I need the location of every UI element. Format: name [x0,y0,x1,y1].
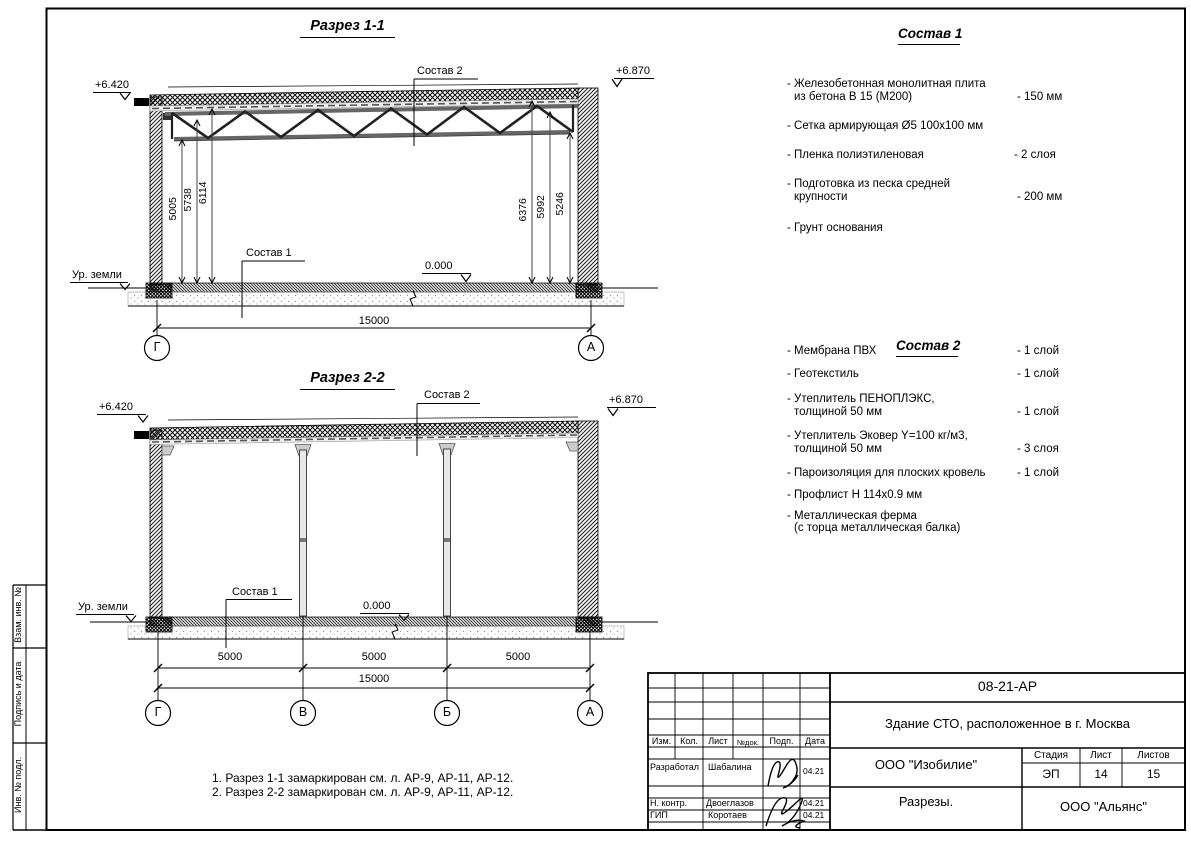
zero-level-s22: 0.000 [363,600,391,612]
sostav1-item3-value: - 2 слоя [1014,149,1056,161]
ground-level-label-s11: Ур. земли [72,269,122,281]
dim-total-s11: 15000 [358,315,390,327]
stamp-stage-label: Стадия [1033,750,1069,761]
stamp-sheets-label: Листов [1137,750,1170,761]
stamp-project-title: Здание СТО, расположенное в г. Москва [885,716,1130,731]
signature-marks [766,759,804,828]
stamp-org1: ООО "Изобилие" [874,757,978,772]
dim-5992: 5992 [535,195,548,219]
dim-5738: 5738 [182,188,195,212]
stamp-date-1: 04.21 [803,766,825,776]
sostav1-item4-line1: - Подготовка из песка средней [787,178,951,190]
stamp-name-3: Коротаев [708,810,747,820]
stamp-role-3: ГИП [650,810,668,820]
axis-bubble-a-s11: А [586,340,596,354]
sostav1-item2-line1: - Сетка армирующая Ø5 100x100 мм [787,120,984,132]
sostav1-title: Состав 1 [898,27,960,45]
note-line-2: 2. Разрез 2-2 замаркирован см. л. АР-9, АР-11, АР-12. [212,785,514,799]
axis-bubble-g-s11: Г [153,340,161,354]
sostav2-item2-line1: - Геотекстиль [787,368,859,380]
stamp-col-podp: Подп. [769,736,794,746]
elevation-mark-6870-s11: +6.870 [616,65,650,77]
sostav2-callout-s22: Состав 2 [424,389,470,401]
dim-6376: 6376 [517,198,530,222]
sostav2-item3-value: - 1 слой [1017,406,1060,418]
stamp-drawing-title: Разрезы. [898,794,954,809]
section-1-1-title: Разрез 1-1 [300,19,395,38]
ground-level-label-s22: Ур. земли [78,601,128,613]
sostav2-item7-line1: - Металлическая ферма [787,510,917,522]
stamp-col-list: Лист [708,736,728,746]
sostav2-item4-line1: - Утеплитель Эковер Y=100 кг/м3, [787,430,968,442]
stamp-col-izm: Изм. [651,736,672,746]
stamp-date-2: 04.21 [803,798,825,808]
sostav2-callout-s11: Состав 2 [417,65,463,77]
frame-label-vzam-inv: Взам. инв. № [13,587,24,643]
elevation-mark-6870-s22: +6.870 [609,394,643,406]
sostav2-item3-line1: - Утеплитель ПЕНОПЛЭКС, [787,393,935,405]
sostav1-item4-value: - 200 мм [1017,191,1063,203]
sostav2-item4-line2: толщиной 50 мм [794,443,883,455]
stamp-col-data: Дата [805,736,825,746]
sostav1-item1-line1: - Железобетонная монолитная плита [787,78,986,90]
sostav2-item7-line2: (с торца металлическая балка) [794,522,961,534]
sostav2-item1-line1: - Мембрана ПВХ [787,345,877,357]
section-2-2-title: Разрез 2-2 [300,371,395,390]
axis-bubble-a-s22: А [585,705,595,719]
stamp-doc-number: 08-21-АР [977,678,1038,694]
stamp-sheet-value: 14 [1094,767,1108,781]
note-line-1: 1. Разрез 1-1 замаркирован см. л. АР-9, АР-11, АР-12. [212,771,514,785]
sostav1-item1-value: - 150 мм [1017,91,1063,103]
stamp-date-3: 04.21 [803,810,825,820]
dim-span-3: 5000 [505,651,531,663]
stamp-name-1: Шабалина [708,762,752,772]
sostav2-title: Состав 2 [896,339,958,357]
axis-bubble-v-s22: В [298,705,308,719]
stamp-sheets-value: 15 [1146,767,1161,781]
sostav1-item3-line1: - Пленка полиэтиленовая [787,149,924,161]
sostav2-item2-value: - 1 слой [1017,368,1060,380]
dim-span-2: 5000 [361,651,387,663]
sostav2-item5-value: - 1 слой [1017,467,1060,479]
elevation-mark-6420-s11: +6.420 [95,79,129,91]
stamp-sheet-label: Лист [1090,750,1112,761]
elevation-mark-6420-s22: +6.420 [99,401,133,413]
axis-bubble-g-s22: Г [154,705,162,719]
stamp-name-2: Двоеглазов [706,798,754,808]
axis-bubble-b-s22: Б [442,705,452,719]
stamp-col-ndok: №док. [737,738,759,747]
stamp-col-kol: Кол. [680,736,698,746]
frame-label-inv-podl: Инв. № подл. [13,756,24,813]
sostav1-item5-line1: - Грунт основания [787,222,883,234]
sostav2-item1-value: - 1 слой [1017,345,1060,357]
dim-6114: 6114 [197,181,210,205]
frame-label-podpis-data: Подпись и дата [13,661,24,727]
stamp-role-1: Разработал [650,762,699,772]
dim-5005: 5005 [167,197,180,221]
sostav1-item4-line2: крупности [794,191,848,203]
stamp-role-2: Н. контр. [650,798,688,808]
sostav2-item6-line1: - Профлист Н 114x0.9 мм [787,489,923,501]
dim-total-s22: 15000 [358,673,390,685]
sostav1-callout-s11: Состав 1 [246,247,292,259]
zero-level-s11: 0.000 [425,260,453,272]
sostav1-callout-s22: Состав 1 [232,586,278,598]
sostav2-item5-line1: - Пароизоляция для плоских кровель [787,467,986,479]
stamp-org2: ООО "Альянс" [1060,799,1147,814]
sostav1-item1-line2: из бетона В 15 (М200) [794,91,913,103]
sostav2-item3-line2: толщиной 50 мм [794,406,883,418]
dim-span-1: 5000 [217,651,243,663]
sostav2-item4-value: - 3 слоя [1017,443,1059,455]
dim-5246: 5246 [554,192,567,216]
stamp-stage-value: ЭП [1042,767,1060,781]
